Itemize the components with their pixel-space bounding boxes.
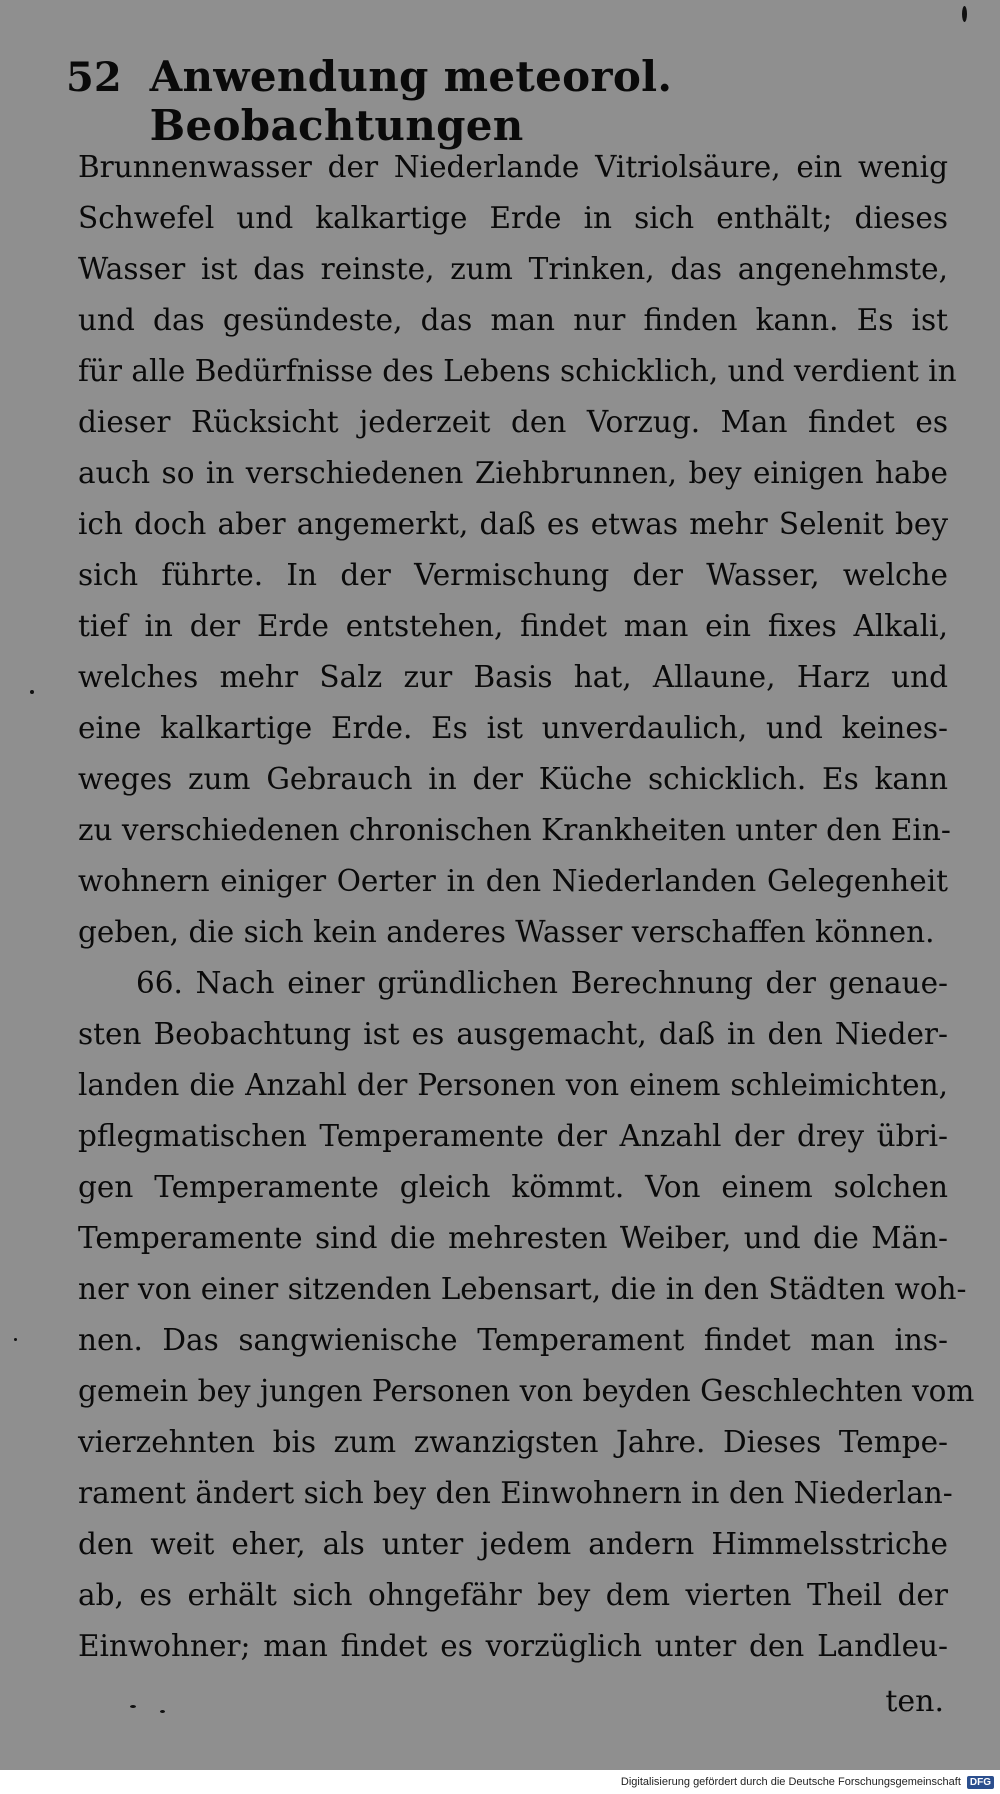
running-head: Anwendung meteorol. Beobachtungen [149,52,673,150]
scan-speck [130,1705,136,1708]
text-line: landen die Anzahl der Personen von einem schleimichten, [78,1068,948,1102]
text-line: ner von einer sitzenden Lebensart, die in den Städten woh- [78,1272,967,1306]
text-line: gen Temperamente gleich kömmt. Von einem solchen [78,1170,948,1204]
body-text [78,142,975,1672]
text-line: geben, die sich kein anderes Wasser verschaffen können. [78,915,935,949]
scan-speck [30,690,34,694]
catchword: ten. [885,1684,944,1719]
text-line: sich führte. In der Vermischung der Wasser, welche [78,558,948,592]
text-line: weges zum Gebrauch in der Küche schicklich. Es kann [78,762,948,796]
text-line: welches mehr Salz zur Basis hat, Allaune, Harz und [78,660,948,694]
text-line: nen. Das sangwienische Temperament findet man ins- [78,1323,948,1357]
scan-speck [962,6,967,22]
text-line: gemein bey jungen Personen von beyden Geschlechten vom [78,1374,975,1408]
text-line: Temperamente sind die mehresten Weiber, und die Män- [78,1221,948,1255]
scan-speck [160,1710,165,1713]
text-line: rament ändert sich bey den Einwohnern in den Niederlan- [78,1476,953,1510]
text-line: tief in der Erde entstehen, findet man ein fixes Alkali, [78,609,948,643]
text-line: für alle Bedürfnisse des Lebens schicklich, und verdient in [78,354,957,388]
dfg-logo-icon: DFG [967,1776,994,1789]
funding-notice: Digitalisierung gefördert durch die Deutsche Forschungsgemeinschaft [620,1776,961,1788]
footer-bar [0,1770,1000,1794]
page-number: 52 [66,54,122,101]
text-line: Brunnenwasser der Niederlande Vitriolsäure, ein wenig [78,150,948,184]
text-line: pflegmatischen Temperamente der Anzahl der drey übri- [78,1119,948,1153]
text-line: wohnern einiger Oerter in den Niederlanden Gelegenheit [78,864,948,898]
text-line: sten Beobachtung ist es ausgemacht, daß in den Nieder- [78,1017,948,1051]
text-line: Einwohner; man findet es vorzüglich unter den Landleu- [78,1629,948,1663]
text-line: vierzehnten bis zum zwanzigsten Jahre. Dieses Tempe- [78,1425,948,1459]
text-line: und das gesündeste, das man nur finden kann. Es ist [78,303,948,337]
scan-speck [14,1338,17,1341]
text-line: ich doch aber angemerkt, daß es etwas mehr Selenit bey [78,507,948,541]
text-line: zu verschiedenen chronischen Krankheiten unter den Ein- [78,813,951,847]
text-line: auch so in verschiedenen Ziehbrunnen, bey einigen habe [78,456,948,490]
text-line: ab, es erhält sich ohngefähr bey dem vierten Theil der [78,1578,948,1612]
page-header [66,52,946,150]
text-line: dieser Rücksicht jederzeit den Vorzug. Man findet es [78,405,948,439]
text-line: eine kalkartige Erde. Es ist unverdaulich, und keines- [78,711,948,745]
paragraph-start-line: 66. Nach einer gründlichen Berechnung der genaue- [136,966,948,1000]
text-line: den weit eher, als unter jedem andern Himmelsstriche [78,1527,948,1561]
text-line: Wasser ist das reinste, zum Trinken, das angenehmste, [78,252,948,286]
text-line: Schwefel und kalkartige Erde in sich enthält; dieses [78,201,948,235]
